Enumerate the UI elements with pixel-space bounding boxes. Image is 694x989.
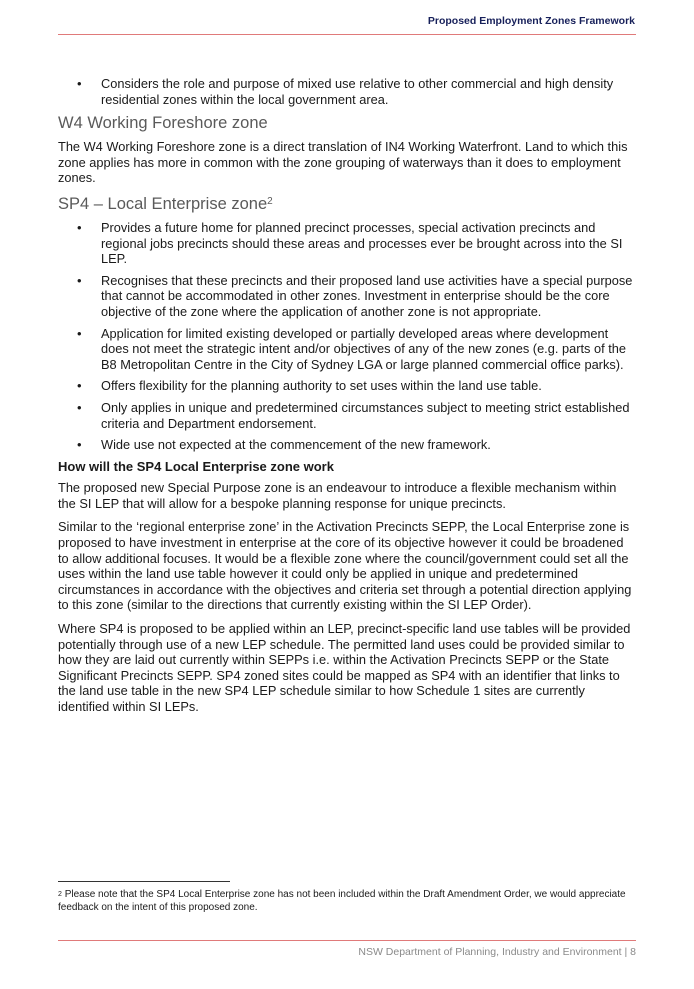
footnote-ref[interactable]: 2 (267, 195, 273, 207)
list-item: • Provides a future home for planned precinct processes, special activation precincts and regional jobs precincts should these areas and processes ever be brought across into the SI LEP. (77, 219, 623, 267)
bullet-icon: • (77, 76, 82, 91)
bullet-icon: • (77, 219, 82, 235)
bullet-icon: • (77, 378, 82, 394)
how-paragraph: Where SP4 is proposed to be applied within an LEP, precinct-specific land use tables will be provided potentially through use of a new LEP schedule. The permitted land uses could be provided similar to how they are laid out currently within SEPPs i.e. within the Activation Precincts SEPP or the State Significant Precincts SEPP. SP4 zoned sites could be mapped as SP4 with an identifier that links to the land use table in the new SP4 LEP schedule similar to how Schedule 1 sites are currently identified within SI LEPs. (58, 621, 631, 714)
footer-divider (58, 940, 636, 941)
list-item: • Application for limited existing developed or partially developed areas where development does not meet the strategic intent and/or objectives of any of the new zones (e.g. parts of the B8 Metropolitan Centre in the City of Sydney LGA or large planned commercial office parks). (77, 325, 626, 372)
footnote-divider (58, 881, 230, 882)
sp4-heading: SP4 – Local Enterprise zone$^2$ (58, 194, 273, 213)
header-divider (58, 34, 636, 35)
list-item: • Wide use not expected at the commencement of the new framework. (77, 437, 491, 453)
intro-bullet-list (58, 76, 636, 107)
footnote-number: 2 (58, 891, 62, 898)
w4-paragraph: The W4 Working Foreshore zone is a direct translation of IN4 Working Waterfront. Land to which this zone applies has more in common with the zone grouping of waterways than it does to employment zones. (58, 139, 628, 186)
bullet-icon: • (77, 325, 82, 341)
how-heading: How will the SP4 Local Enterprise zone work (58, 458, 334, 474)
list-item: • Offers flexibility for the planning authority to set uses within the land use table. (77, 378, 542, 394)
bullet-icon: • (77, 437, 82, 453)
list-item: • Only applies in unique and predetermined circumstances subject to meeting strict established criteria and Department endorsement. (77, 399, 630, 431)
list-item: • Recognises that these precincts and their proposed land use activities have a special purpose that cannot be accommodated in other zones. Investment in enterprise should be the core objective of the zone where the application of another zone is not appropriate. (77, 272, 633, 319)
footnote-text: Please note that the SP4 Local Enterprise zone has not been included within the Draft Amendment Order, we would appreciate feedback on the intent of this proposed zone. (58, 889, 626, 913)
list-item: • Considers the role and purpose of mixed use relative to other commercial and high density residential zones within the local government area. (77, 76, 614, 107)
page-header-title: Proposed Employment Zones Framework (427, 15, 635, 27)
w4-heading: W4 Working Foreshore zone (58, 114, 268, 133)
footnote (58, 888, 638, 914)
bullet-icon: • (77, 399, 82, 415)
page-content (58, 76, 636, 723)
page-footer: NSW Department of Planning, Industry and Environment | 8 (358, 946, 636, 958)
bullet-icon: • (77, 272, 82, 288)
sp4-bullet-list (58, 220, 636, 453)
how-paragraph: Similar to the ‘regional enterprise zone’ in the Activation Precincts SEPP, the Local Enterprise zone is proposed to have investment in enterprise at the core of its objective however it could be broadened to allow additional focuses. It would be a flexible zone where the council/government could set all the uses within the land use table however it could only be applied in unique and predetermined circumstances in accordance with the objectives and criteria set through a potential direction applying to this zone (similar to the directions that currently existing within the SI LEP Order). (58, 519, 632, 613)
how-paragraph: The proposed new Special Purpose zone is an endeavour to introduce a flexible mechanism within the SI LEP that will allow for a bespoke planning response for unique precincts. (58, 480, 617, 511)
